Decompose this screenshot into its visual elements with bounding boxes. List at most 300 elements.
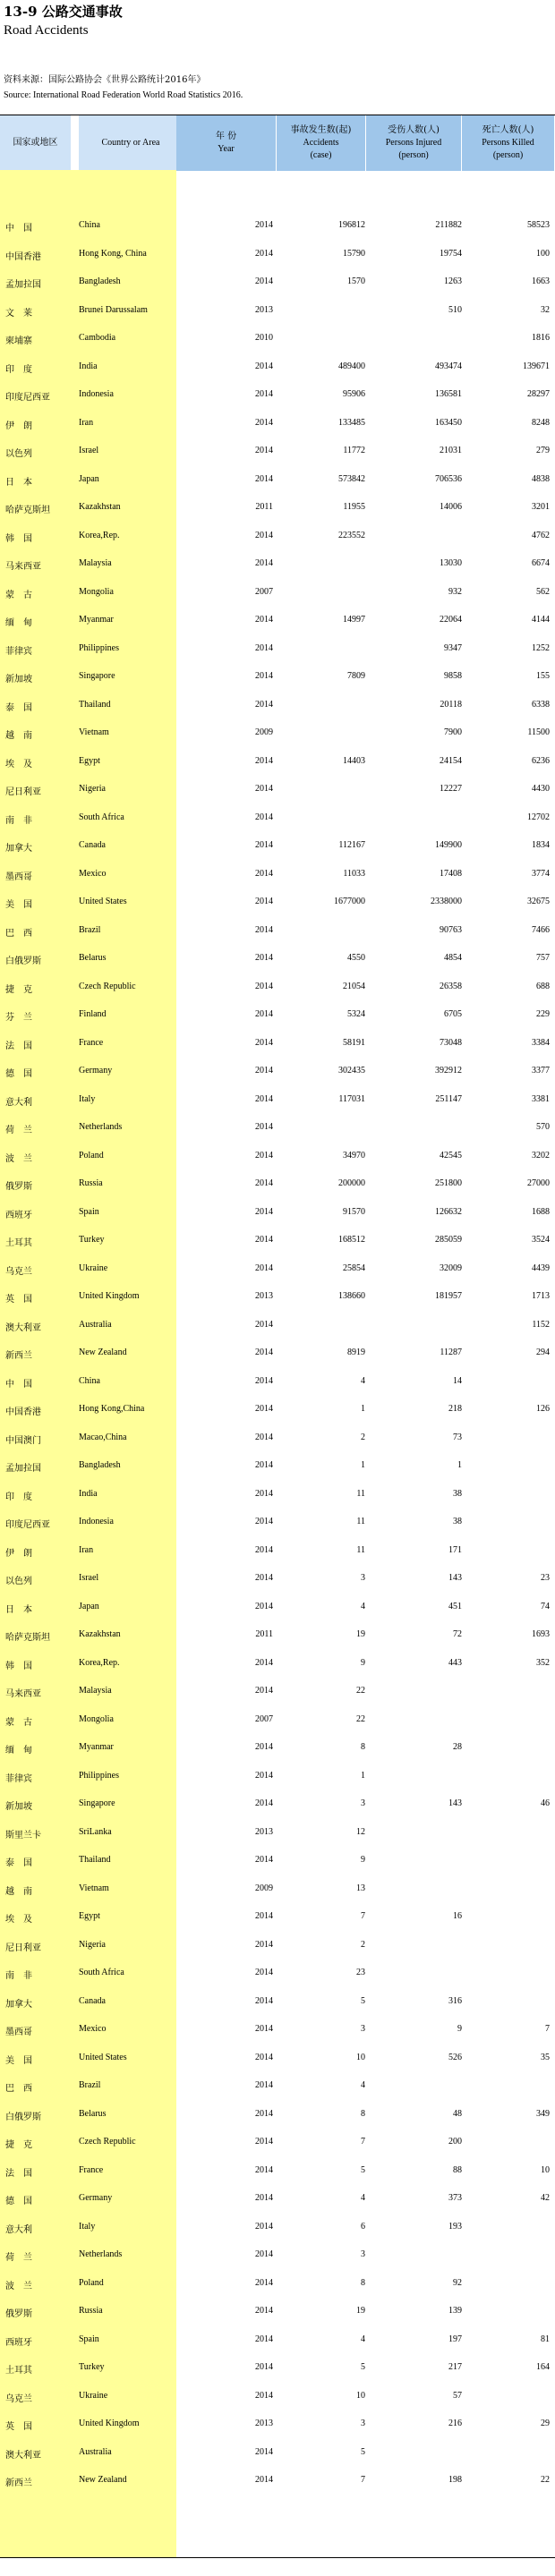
cell-injured: 42545 <box>440 1150 462 1160</box>
cell-country-en: Brazil <box>79 2080 101 2090</box>
cell-country-en: China <box>79 220 100 230</box>
table-header <box>0 115 555 171</box>
cell-accidents: 91570 <box>343 1206 365 1217</box>
cell-injured: 139 <box>448 2306 462 2316</box>
cell-country-en: Canada <box>79 840 106 850</box>
cell-country-cn: 土耳其 <box>5 1238 32 1248</box>
header-killed: 死亡人数(人) Persons Killed (person) <box>462 115 555 171</box>
table-row <box>0 297 555 325</box>
cell-country-en: Netherlands <box>79 1122 123 1132</box>
cell-country-en: Belarus <box>79 2108 107 2119</box>
cell-accidents: 573842 <box>338 473 365 484</box>
cell-injured: 32009 <box>440 1262 462 1273</box>
cell-country-cn: 新西兰 <box>5 2478 32 2488</box>
table-row <box>0 1988 555 2016</box>
table-row <box>0 1932 555 1960</box>
table-row <box>0 2072 555 2100</box>
cell-injured: 4854 <box>444 953 462 963</box>
cell-killed: 155 <box>536 671 550 681</box>
cell-injured: 13030 <box>440 558 462 568</box>
cell-country-cn: 中国香港 <box>5 1407 41 1417</box>
cell-year: 2014 <box>255 1235 273 1245</box>
cell-country-en: Brunei Darussalam <box>79 304 148 315</box>
table-row <box>0 1030 555 1058</box>
cell-injured: 451 <box>448 1601 462 1611</box>
table-row <box>0 268 555 296</box>
cell-country-cn: 德 国 <box>5 1069 32 1079</box>
cell-accidents: 22 <box>356 1686 365 1696</box>
cell-country-en: Ukraine <box>79 1262 108 1273</box>
table-row <box>0 1650 555 1678</box>
cell-injured: 197 <box>448 2334 462 2344</box>
table-row <box>0 438 555 465</box>
cell-year: 2014 <box>255 1995 273 2006</box>
cell-year: 2014 <box>255 2475 273 2485</box>
cell-accidents: 10 <box>356 2390 365 2401</box>
table-row <box>0 212 555 240</box>
table-row <box>0 1819 555 1847</box>
cell-injured: 92 <box>453 2277 462 2288</box>
cell-accidents: 10 <box>356 2052 365 2062</box>
cell-country-en: India <box>79 361 98 371</box>
cell-accidents: 95906 <box>343 389 365 399</box>
cell-country-en: SriLanka <box>79 1826 112 1837</box>
cell-accidents: 302435 <box>338 1066 365 1075</box>
cell-accidents: 6 <box>361 2221 365 2232</box>
cell-country-en: Brazil <box>79 924 101 935</box>
table-row <box>0 607 555 634</box>
cell-injured: 2338000 <box>431 897 462 906</box>
cell-accidents: 1570 <box>347 276 365 286</box>
cell-killed: 58523 <box>527 220 550 230</box>
cell-accidents: 22 <box>356 1713 365 1724</box>
cell-year: 2014 <box>255 1319 273 1330</box>
cell-killed: 570 <box>536 1122 550 1132</box>
cell-year: 2013 <box>255 2419 273 2428</box>
cell-country-cn: 日 本 <box>5 477 32 488</box>
table-row <box>0 550 555 578</box>
cell-accidents: 133485 <box>338 417 365 428</box>
cell-country-en: Canada <box>79 1995 106 2006</box>
cell-country-en: Belarus <box>79 953 107 963</box>
cell-country-cn: 捷 克 <box>5 2140 32 2150</box>
cell-country-cn: 以色列 <box>5 449 32 459</box>
cell-country-cn: 以色列 <box>5 1577 32 1586</box>
cell-country-cn: 伊 朗 <box>5 421 32 431</box>
table-row <box>0 1875 555 1903</box>
table-row <box>0 1537 555 1565</box>
table-row <box>0 1312 555 1339</box>
cell-year: 2014 <box>255 248 273 259</box>
cell-injured: 706536 <box>435 473 462 484</box>
cell-killed: 1816 <box>532 333 550 343</box>
cell-year: 2014 <box>255 276 273 286</box>
cell-killed: 1834 <box>532 840 550 850</box>
cell-country-en: Australia <box>79 2446 112 2457</box>
cell-country-cn: 美 国 <box>5 900 32 910</box>
table-row <box>0 2185 555 2213</box>
cell-accidents: 2 <box>361 1432 365 1442</box>
table-row <box>0 2241 555 2269</box>
cell-injured: 1 <box>457 1460 462 1470</box>
cell-year: 2014 <box>255 2390 273 2401</box>
cell-country-en: Israel <box>79 1573 99 1583</box>
table-row <box>0 381 555 409</box>
page-title-cn: 13-9 公路交通事故 <box>4 4 123 20</box>
cell-country-en: United States <box>79 897 127 906</box>
cell-country-en: Indonesia <box>79 389 114 399</box>
table-row <box>0 325 555 353</box>
cell-accidents: 19 <box>356 1629 365 1639</box>
cell-country-cn: 澳大利亚 <box>5 1322 41 1333</box>
cell-killed: 229 <box>536 1009 550 1019</box>
cell-year: 2014 <box>255 1488 273 1499</box>
table-row <box>0 2129 555 2156</box>
cell-country-cn: 法 国 <box>5 2168 32 2179</box>
cell-year: 2014 <box>255 1404 273 1414</box>
cell-killed: 74 <box>541 1601 550 1611</box>
cell-country-cn: 俄罗斯 <box>5 1182 32 1192</box>
cell-year: 2014 <box>255 446 273 455</box>
cell-country-en: New Zealand <box>79 2475 127 2485</box>
cell-accidents: 7 <box>361 1911 365 1921</box>
table-row <box>0 1086 555 1114</box>
cell-country-cn: 白俄罗斯 <box>5 956 41 966</box>
cell-killed: 46 <box>541 1798 550 1808</box>
cell-country-en: Czech Republic <box>79 2137 136 2147</box>
table-row <box>0 1283 555 1311</box>
cell-country-en: Israel <box>79 446 99 455</box>
table-row <box>0 1763 555 1790</box>
cell-injured: 163450 <box>435 417 462 428</box>
cell-country-cn: 新加坡 <box>5 1802 32 1812</box>
cell-accidents: 9 <box>361 1657 365 1668</box>
cell-country-cn: 越 南 <box>5 731 32 741</box>
cell-year: 2014 <box>255 615 273 625</box>
cell-year: 2014 <box>255 2277 273 2288</box>
cell-country-en: Czech Republic <box>79 981 136 991</box>
cell-year: 2014 <box>255 2362 273 2372</box>
table-row <box>0 2354 555 2382</box>
cell-year: 2014 <box>255 2446 273 2457</box>
cell-country-en: Turkey <box>79 1235 105 1245</box>
table-row <box>0 1706 555 1734</box>
cell-accidents: 11772 <box>343 446 365 455</box>
cell-injured: 216 <box>448 2419 462 2428</box>
cell-injured: 7900 <box>444 727 462 737</box>
cell-injured: 17408 <box>440 868 462 879</box>
cell-injured: 149900 <box>435 840 462 850</box>
header-country-en: Country or Area <box>79 115 184 171</box>
table-row <box>0 776 555 803</box>
table-row <box>0 1790 555 1818</box>
cell-country-cn: 中 国 <box>5 1379 32 1390</box>
cell-year: 2014 <box>255 1093 273 1104</box>
cell-accidents: 1 <box>361 1460 365 1470</box>
cell-year: 2014 <box>255 530 273 540</box>
cell-year: 2014 <box>255 417 273 428</box>
cell-country-cn: 墨西哥 <box>5 2028 32 2037</box>
cell-country-en: Kazakhstan <box>79 502 121 512</box>
cell-killed: 1152 <box>532 1319 550 1330</box>
table-bottom-rule <box>0 2557 555 2558</box>
cell-country-cn: 哈萨克斯坦 <box>5 506 50 515</box>
cell-accidents: 5 <box>361 2164 365 2175</box>
table-row <box>0 804 555 832</box>
cell-killed: 688 <box>536 981 550 991</box>
cell-killed: 1693 <box>532 1629 550 1639</box>
cell-country-cn: 马来西亚 <box>5 1689 41 1699</box>
cell-accidents: 4550 <box>347 953 365 963</box>
table-row <box>0 2326 555 2354</box>
cell-country-cn: 中 国 <box>5 224 32 234</box>
cell-country-cn: 意大利 <box>5 1097 32 1108</box>
cell-accidents: 5 <box>361 1995 365 2006</box>
cell-country-cn: 印度尼西亚 <box>5 393 50 403</box>
cell-country-en: Bangladesh <box>79 276 121 286</box>
header-injured: 受伤人数(人) Persons Injured (person) <box>366 115 462 171</box>
cell-country-en: Germany <box>79 1066 113 1075</box>
cell-country-cn: 伊 朗 <box>5 1548 32 1559</box>
cell-injured: 932 <box>448 586 462 597</box>
table-row <box>0 1960 555 1987</box>
cell-accidents: 7809 <box>347 671 365 681</box>
cell-killed: 279 <box>536 446 550 455</box>
cell-country-en: Indonesia <box>79 1517 114 1526</box>
cell-country-cn: 埃 及 <box>5 759 32 769</box>
cell-year: 2014 <box>255 1855 273 1865</box>
cell-year: 2007 <box>255 586 273 597</box>
cell-country-cn: 哈萨克斯坦 <box>5 1633 50 1643</box>
cell-country-en: Thailand <box>79 1855 111 1865</box>
cell-year: 2014 <box>255 1968 273 1977</box>
header-accidents: 事故发生数(起) Accidents (case) <box>277 115 366 171</box>
cell-year: 2014 <box>255 2024 273 2034</box>
cell-country-en: Italy <box>79 1093 96 1104</box>
cell-accidents: 13 <box>356 1883 365 1893</box>
cell-country-cn: 南 非 <box>5 815 32 826</box>
cell-country-cn: 越 南 <box>5 1886 32 1897</box>
cell-year: 2014 <box>255 642 273 653</box>
table-row <box>0 410 555 438</box>
cell-injured: 200 <box>448 2137 462 2147</box>
cell-accidents: 1 <box>361 1770 365 1781</box>
cell-accidents: 138660 <box>338 1291 365 1301</box>
cell-country-en: Mongolia <box>79 1713 114 1724</box>
cell-accidents: 2 <box>361 1939 365 1950</box>
table-row <box>0 1339 555 1367</box>
cell-injured: 22064 <box>440 615 462 625</box>
cell-country-en: New Zealand <box>79 1348 127 1357</box>
cell-injured: 136581 <box>435 389 462 399</box>
cell-accidents: 11955 <box>343 502 365 512</box>
cell-killed: 100 <box>536 248 550 259</box>
cell-injured: 12227 <box>440 784 462 794</box>
cell-country-en: Singapore <box>79 1798 115 1808</box>
cell-country-cn: 土耳其 <box>5 2366 32 2376</box>
cell-killed: 352 <box>536 1657 550 1668</box>
cell-accidents: 8 <box>361 2108 365 2119</box>
cell-injured: 21031 <box>440 446 462 455</box>
cell-year: 2014 <box>255 2164 273 2175</box>
cell-accidents: 58191 <box>343 1037 365 1048</box>
cell-injured: 24154 <box>440 755 462 766</box>
cell-injured: 510 <box>448 304 462 315</box>
cell-killed: 4762 <box>532 530 550 540</box>
cell-killed: 10 <box>541 2164 550 2175</box>
cell-country-cn: 菲律宾 <box>5 1773 32 1784</box>
cell-killed: 22 <box>541 2475 550 2485</box>
cell-country-en: Korea,Rep. <box>79 530 120 540</box>
cell-injured: 9347 <box>444 642 462 653</box>
cell-killed: 3381 <box>532 1093 550 1104</box>
cell-accidents: 168512 <box>338 1235 365 1245</box>
source-note-en: Source: International Road Federation World Road Statistics 2016. <box>4 90 243 100</box>
cell-accidents: 11 <box>356 1517 365 1526</box>
cell-killed: 3774 <box>532 868 550 879</box>
cell-country-en: Egypt <box>79 755 100 766</box>
table-row <box>0 1452 555 1480</box>
cell-country-en: Vietnam <box>79 1883 109 1893</box>
table-row <box>0 1001 555 1029</box>
cell-accidents: 34970 <box>343 1150 365 1160</box>
cell-country-en: Spain <box>79 2334 99 2344</box>
cell-killed: 4838 <box>532 473 550 484</box>
cell-killed: 757 <box>536 953 550 963</box>
cell-year: 2014 <box>255 953 273 963</box>
cell-killed: 4144 <box>532 615 550 625</box>
cell-year: 2013 <box>255 1291 273 1301</box>
cell-injured: 251147 <box>435 1093 462 1104</box>
table-row <box>0 1143 555 1170</box>
table-row <box>0 1509 555 1536</box>
cell-accidents: 4 <box>361 2193 365 2203</box>
cell-year: 2014 <box>255 924 273 935</box>
cell-accidents: 5 <box>361 2446 365 2457</box>
cell-country-cn: 尼日利亚 <box>5 787 41 797</box>
cell-accidents: 12 <box>356 1826 365 1837</box>
cell-year: 2014 <box>255 1178 273 1188</box>
cell-killed: 81 <box>541 2334 550 2344</box>
cell-injured: 143 <box>448 1573 462 1583</box>
cell-injured: 57 <box>453 2390 462 2401</box>
cell-injured: 11287 <box>440 1348 462 1357</box>
cell-year: 2014 <box>255 840 273 850</box>
table-row <box>0 1368 555 1396</box>
cell-country-cn: 墨西哥 <box>5 871 32 882</box>
cell-country-en: France <box>79 1037 104 1048</box>
cell-injured: 38 <box>453 1517 462 1526</box>
cell-year: 2014 <box>255 1150 273 1160</box>
table-row <box>0 2214 555 2241</box>
cell-year: 2009 <box>255 1883 273 1893</box>
cell-country-cn: 缅 甸 <box>5 618 32 628</box>
cell-country-cn: 芬 兰 <box>5 1013 32 1023</box>
cell-country-cn: 澳大利亚 <box>5 2450 41 2461</box>
cell-injured: 26358 <box>440 981 462 991</box>
cell-accidents: 14403 <box>343 755 365 766</box>
cell-accidents: 25854 <box>343 1262 365 1273</box>
table-row <box>0 1114 555 1142</box>
cell-country-en: Myanmar <box>79 1742 114 1752</box>
cell-killed: 1252 <box>532 642 550 653</box>
table-row <box>0 861 555 888</box>
cell-year: 2014 <box>255 671 273 681</box>
cell-accidents: 3 <box>361 1573 365 1583</box>
cell-year: 2014 <box>255 755 273 766</box>
cell-accidents: 5 <box>361 2362 365 2372</box>
table-row <box>0 1170 555 1198</box>
cell-killed: 3377 <box>532 1066 550 1075</box>
cell-killed: 32675 <box>527 897 550 906</box>
cell-year: 2014 <box>255 1517 273 1526</box>
cell-accidents: 4 <box>361 1375 365 1386</box>
cell-injured: 90763 <box>440 924 462 935</box>
cell-killed: 294 <box>536 1348 550 1357</box>
cell-country-cn: 柬埔寨 <box>5 336 32 346</box>
table-row <box>0 1481 555 1509</box>
cell-accidents: 4 <box>361 2334 365 2344</box>
cell-country-cn: 英 国 <box>5 1295 32 1305</box>
cell-country-cn: 缅 甸 <box>5 1746 32 1756</box>
cell-killed: 6236 <box>532 755 550 766</box>
cell-accidents: 19 <box>356 2306 365 2316</box>
cell-year: 2014 <box>255 2249 273 2259</box>
cell-accidents: 223552 <box>338 530 365 540</box>
cell-year: 2014 <box>255 1262 273 1273</box>
cell-accidents: 200000 <box>338 1178 365 1188</box>
cell-year: 2014 <box>255 1798 273 1808</box>
cell-country-en: Poland <box>79 1150 104 1160</box>
cell-country-en: Nigeria <box>79 1939 106 1950</box>
cell-year: 2014 <box>255 1911 273 1921</box>
cell-country-en: Finland <box>79 1009 107 1019</box>
cell-injured: 143 <box>448 1798 462 1808</box>
cell-country-cn: 蒙 古 <box>5 590 32 600</box>
table-row <box>0 888 555 916</box>
cell-country-en: Turkey <box>79 2362 105 2372</box>
cell-injured: 88 <box>453 2164 462 2175</box>
cell-country-cn: 印度尼西亚 <box>5 1520 50 1530</box>
table-row <box>0 1621 555 1649</box>
cell-year: 2011 <box>255 502 273 512</box>
cell-injured: 73 <box>453 1432 462 1442</box>
cell-country-cn: 孟加拉国 <box>5 1464 41 1474</box>
table-row <box>0 2157 555 2185</box>
cell-injured: 1263 <box>444 276 462 286</box>
cell-year: 2014 <box>255 1770 273 1781</box>
cell-year: 2014 <box>255 1460 273 1470</box>
cell-killed: 35 <box>541 2052 550 2062</box>
cell-year: 2007 <box>255 1713 273 1724</box>
cell-country-en: Japan <box>79 473 99 484</box>
cell-year: 2014 <box>255 1037 273 1048</box>
cell-accidents: 4 <box>361 1601 365 1611</box>
cell-country-en: Iran <box>79 417 94 428</box>
cell-country-cn: 德 国 <box>5 2197 32 2206</box>
cell-injured: 16 <box>453 1911 462 1921</box>
cell-country-cn: 尼日利亚 <box>5 1943 41 1953</box>
cell-killed: 3201 <box>532 502 550 512</box>
cell-year: 2014 <box>255 1432 273 1442</box>
cell-accidents: 5324 <box>347 1009 365 1019</box>
table-row <box>0 241 555 268</box>
cell-country-en: United Kingdom <box>79 1291 140 1301</box>
table-row <box>0 1199 555 1227</box>
cell-country-cn: 马来西亚 <box>5 562 41 572</box>
cell-injured: 526 <box>448 2052 462 2062</box>
cell-injured: 316 <box>448 1995 462 2006</box>
